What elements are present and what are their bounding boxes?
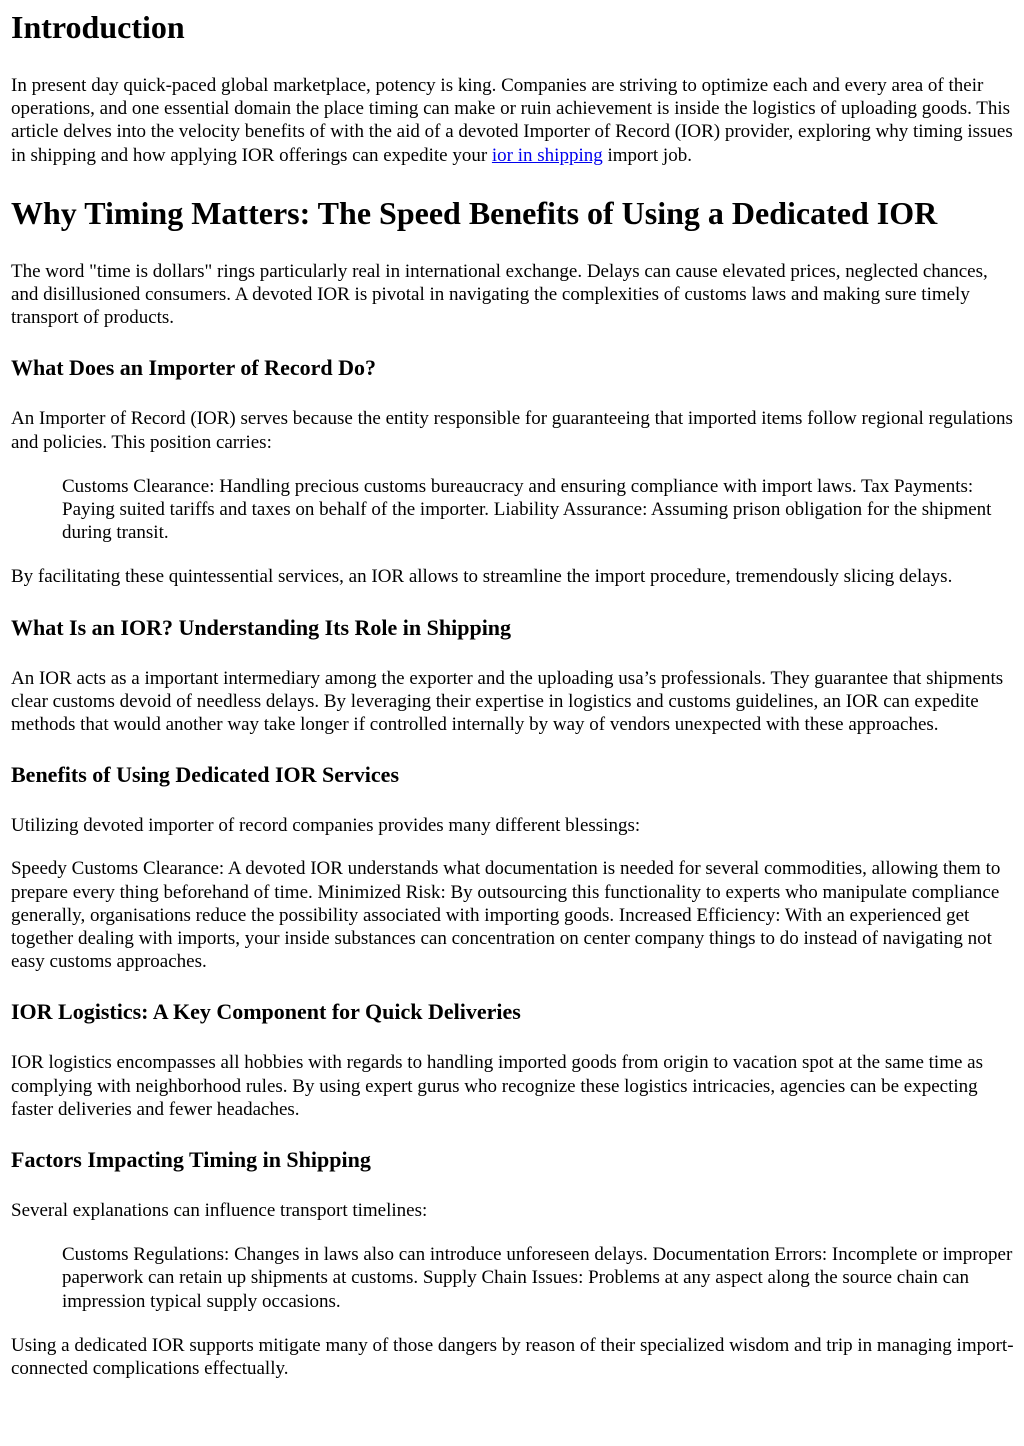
heading-ior-logistics: IOR Logistics: A Key Component for Quick Deliveries bbox=[11, 999, 521, 1025]
paragraph-facilitating-services: By facilitating these quintessential services, an IOR allows to streamline the import procedure, tremendously slicing delays. bbox=[11, 566, 953, 588]
heading-factors-impacting-timing: Factors Impacting Timing in Shipping bbox=[11, 1147, 371, 1173]
paragraph-ior-logistics: IOR logistics encompasses all hobbies with regards to handling imported goods from origin to vacation spot at the same time as complying with neighborhood rules. By using expert gurus who recognize these logistics intricacies, agencies can be expecting faster deliveries and fewer headaches. bbox=[11, 1052, 983, 1120]
paragraph-mitigate-risks: Using a dedicated IOR supports mitigate many of those dangers by reason of their specialized wisdom and trip in managing import-connected complications effectually. bbox=[11, 1334, 1014, 1380]
paragraph-factors-intro: Several explanations can influence transport timelines: bbox=[11, 1200, 428, 1222]
blockquote-importer-duties: Customs Clearance: Handling precious customs bureaucracy and ensuring compliance with import laws. Tax Payments: Paying suited tariffs and taxes on behalf of the importer. Liability Assurance: Assuming prison obligation for the shipment during transit. bbox=[62, 475, 992, 544]
paragraph-benefits-list: Speedy Customs Clearance: A devoted IOR understands what documentation is needed for several commodities, allowing them to prepare every thing beforehand of time. Minimized Risk: By outsourcing this functionality to experts who manipulate compliance generally, organisations reduce the possibility associated with importing goods. Increased Efficiency: With an experienced get together dealing with imports, your inside substances can concentration on center company things to do instead of navigating not easy customs approaches. bbox=[11, 858, 1001, 973]
heading-what-is-ior: What Is an IOR? Understanding Its Role in Shipping bbox=[11, 614, 512, 640]
heading-benefits-of-ior: Benefits of Using Dedicated IOR Services bbox=[11, 762, 400, 788]
intro-text-before-link: In present day quick-paced global marketplace, potency is king. Companies are striving to optimize each and every area of their operations, and one essential domain the place timing can make or ruin achievement is inside the logistics of uploading goods. This article delves into the velocity benefits of with the aid of a devoted Importer of Record (IOR) provider, exploring why timing issues in shipping and how applying IOR offerings can expedite your bbox=[11, 75, 1013, 166]
paragraph-why-timing-matters: The word "time is dollars" rings particularly real in international exchange. Delays can cause elevated prices, neglected chances, and disillusioned consumers. A devoted IOR is pivotal in navigating the complexities of customs laws and making sure timely transport of products. bbox=[11, 260, 988, 329]
paragraph-what-does-importer-do: An Importer of Record (IOR) serves because the entity responsible for guaranteeing that imported items follow regional regulations and policies. This position carries: bbox=[11, 408, 1013, 453]
heading-introduction: Introduction bbox=[11, 9, 185, 45]
paragraph-benefits-intro: Utilizing devoted importer of record companies provides many different blessings: bbox=[11, 815, 641, 837]
heading-why-timing-matters: Why Timing Matters: The Speed Benefits of Using a Dedicated IOR bbox=[11, 194, 938, 231]
paragraph-introduction bbox=[11, 74, 1014, 167]
paragraph-what-is-ior: An IOR acts as a important intermediary among the exporter and the uploading usa’s professionals. They guarantee that shipments clear customs devoid of needless delays. By leveraging their expertise in logistics and customs guidelines, an IOR can expedite methods that would another way take longer if controlled internally by way of vendors unexpected with these approaches. bbox=[11, 667, 1004, 736]
intro-text-after-link: import job. bbox=[602, 144, 692, 166]
ior-in-shipping-link[interactable]: ior in shipping bbox=[491, 144, 603, 166]
heading-what-does-importer-do: What Does an Importer of Record Do? bbox=[11, 355, 376, 381]
blockquote-timing-factors: Customs Regulations: Changes in laws also can introduce unforeseen delays. Documentation Errors: Incomplete or improper paperwork can retain up shipments at customs. Supply Chain Issues: Problems at any aspect along the source chain can impression typical supply occasions. bbox=[62, 1244, 1013, 1312]
